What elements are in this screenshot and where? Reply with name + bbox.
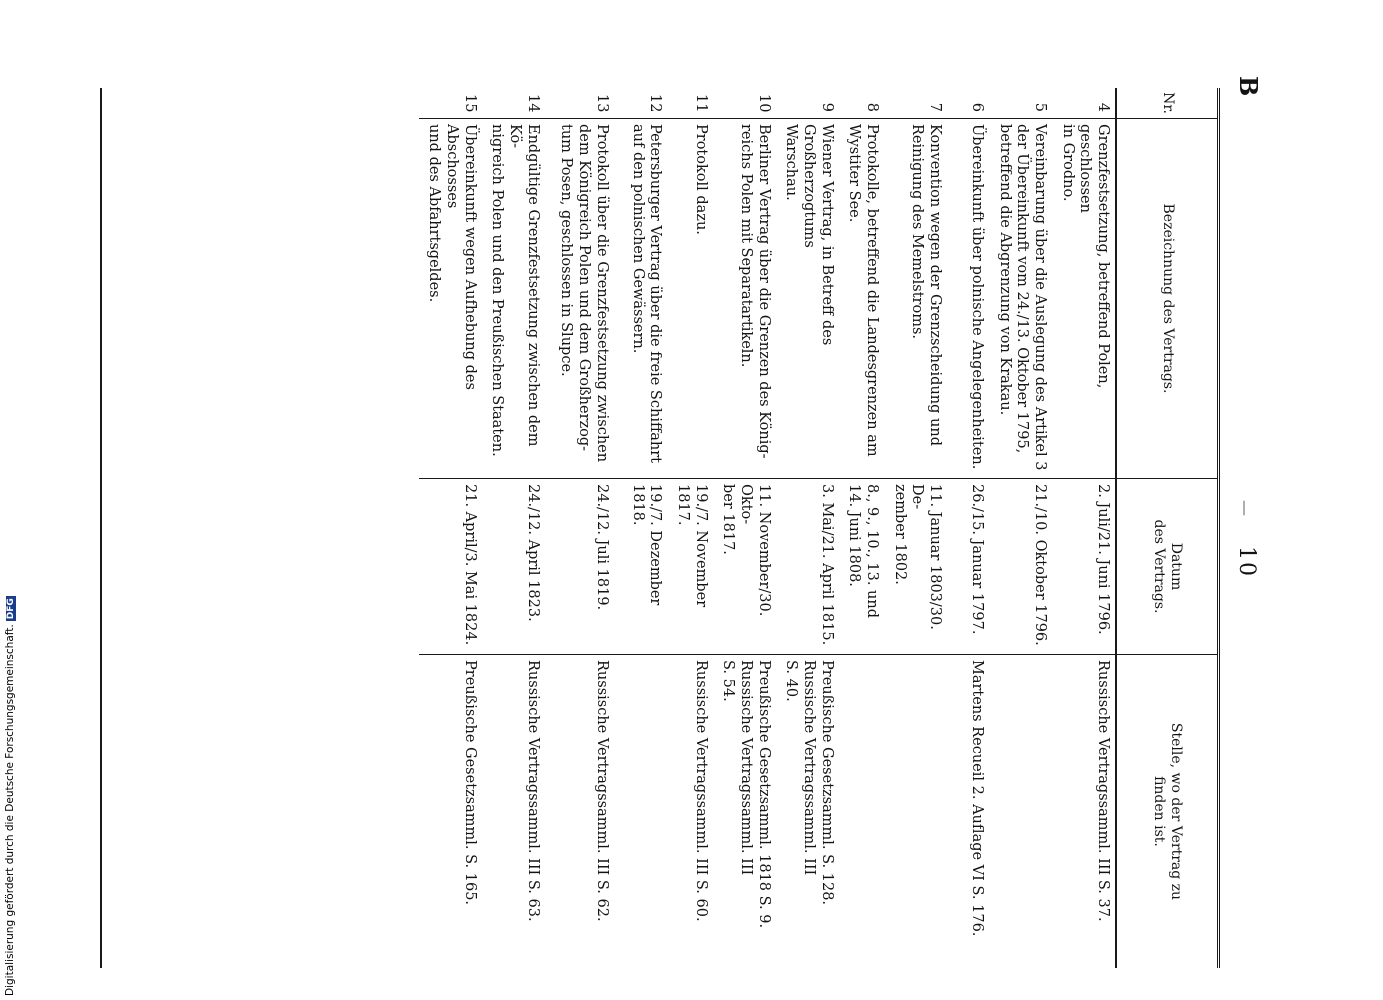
treaty-date: 19./7. November 1817. [674,484,709,608]
treaty-name: Vereinbarung über die Auslegung des Artikel 3 der Übereinkunft vom 24./13. Oktober 1795, betreffend die Abgrenzung von Krakau. [996,124,1048,471]
row-number: 4 [1095,102,1111,112]
treaty-date: 21./10. Oktober 1796. [1031,484,1048,646]
treaty-date: 8., 9., 10., 13. und 14. Juni 1808. [846,484,881,619]
treaty-source: Russische Vertragssamml. III S. 37. [1095,660,1111,922]
treaty-name: Berliner Vertrag über die Grenzen des König- reichs Polen mit Separatartikeln. [738,124,772,459]
table-row [622,88,667,968]
header-date: Datum des Vertrags. [1117,478,1217,654]
treaty-name: Endgültige Grenzfestsetzung zwischen dem Kö- nigreich Polen und den Preußischen Staaten. [489,124,541,457]
header-name: Bezeichnung des Vertrags. [1117,118,1217,478]
row-number: 5 [1031,102,1048,112]
treaty-date: 19./7. Dezember 1818. [629,484,664,606]
row-number: 9 [818,102,835,112]
treaty-source [1042,654,1052,968]
treaty-source [657,654,667,968]
treaty-name: Protokoll dazu. [692,124,709,235]
treaty-source: Russische Vertragssamml. III S. 63. [524,660,541,922]
treaty-name: Konvention wegen der Grenzscheidung und Reinigung des Memelstroms. [909,124,944,446]
treaty-name: Grenzfestsetzung, betreffend Polen, geschlossen in Grodno. [1059,124,1111,389]
table-row [961,88,989,968]
row-number: 11 [692,94,709,113]
table-row [884,88,947,968]
treaty-name: Wiener Vertrag, in Betreff des Großherzogtums Warschau. [783,124,835,346]
treaty-name: Protokoll über die Grenzfestsetzung zwischen dem Königreich Polen und dem Großherzog- tum Posen, geschlossen in Slupce. [558,124,610,463]
row-number: 12 [647,94,664,113]
page-number-dash: — [1236,500,1255,518]
dfg-logo: DFG [6,598,16,620]
page-number [1232,500,1259,578]
treaty-name: Protokolle, betreffend die Landesgrenzen am Wystiter See. [846,124,881,457]
row-number: 8 [864,102,881,112]
treaty-date: 24./12. April 1823. [524,484,541,622]
corner-mark: B [1234,76,1263,97]
treaty-date: 3. Mai/21. April 1815. [818,484,835,646]
rotated-page-content [105,76,1263,968]
table-body [419,88,1115,968]
treaty-source: Preußische Gesetzsamml. S. 128. Russische Vertragssamml. III S. 40. [783,660,835,906]
treaty-source [937,654,947,968]
row-number: 6 [968,102,985,112]
header-source: Stelle, wo der Vertrag zu finden ist. [1117,654,1217,968]
row-number: 7 [927,102,944,112]
table-row [419,88,482,968]
treaty-source: Preußische Gesetzsamml. S. 165. [461,660,478,906]
treaty-name: Übereinkunft wegen Aufhebung des Abschosses und des Abfahrtsgeldes. [426,124,478,390]
treaty-date: 24./12. Juli 1819. [593,484,610,611]
treaty-date: 11. Januar 1803/30. De- zember 1802. [891,484,944,630]
row-number: 10 [755,94,772,113]
table-row [551,88,614,968]
treaty-source: Preußische Gesetzsamml. 1818 S. 9. Russische Vertragssamml. III S. 54. [720,660,772,929]
treaty-source: Russische Vertragssamml. III S. 62. [593,660,610,922]
table-row [667,88,712,968]
credit-text: Digitalisierung gefördert durch die Deutsche Forschungsgemeinschaft [4,627,16,996]
treaty-table [100,88,1220,968]
table-row [989,88,1052,968]
table-row [1052,88,1115,968]
row-number: 13 [593,94,610,113]
treaty-source [874,654,884,968]
treaty-name: Übereinkunft über polnische Angelegenheiten. [968,124,985,470]
treaty-date: 26./15. Januar 1797. [968,484,985,635]
page-number-value: 10 [1234,546,1259,578]
table-row [776,88,839,968]
header-nr: Nr. [1159,92,1176,114]
treaty-date: 21. April/3. Mai 1824. [461,484,478,646]
treaty-date: 2. Juli/21. Juni 1796. [1095,484,1111,635]
row-number: 14 [524,94,541,113]
table-row [839,88,884,968]
treaty-source: Russische Vertragssamml. III S. 60. [692,660,709,922]
treaty-date: 11. November/30. Okto- ber 1817. [720,484,772,617]
table-header [1115,88,1217,968]
digitization-credit: Digitalisierung gefördert durch die Deutsche Forschungsgemeinschaft.DFG [4,598,16,996]
treaty-source: Martens Recueil 2. Auflage VI S. 176. [968,660,985,937]
row-number: 15 [461,94,478,113]
treaty-name: Petersburger Vertrag über die freie Schiffahrt auf den polnischen Gewässern. [629,124,664,464]
table-row [482,88,545,968]
table-row [713,88,776,968]
